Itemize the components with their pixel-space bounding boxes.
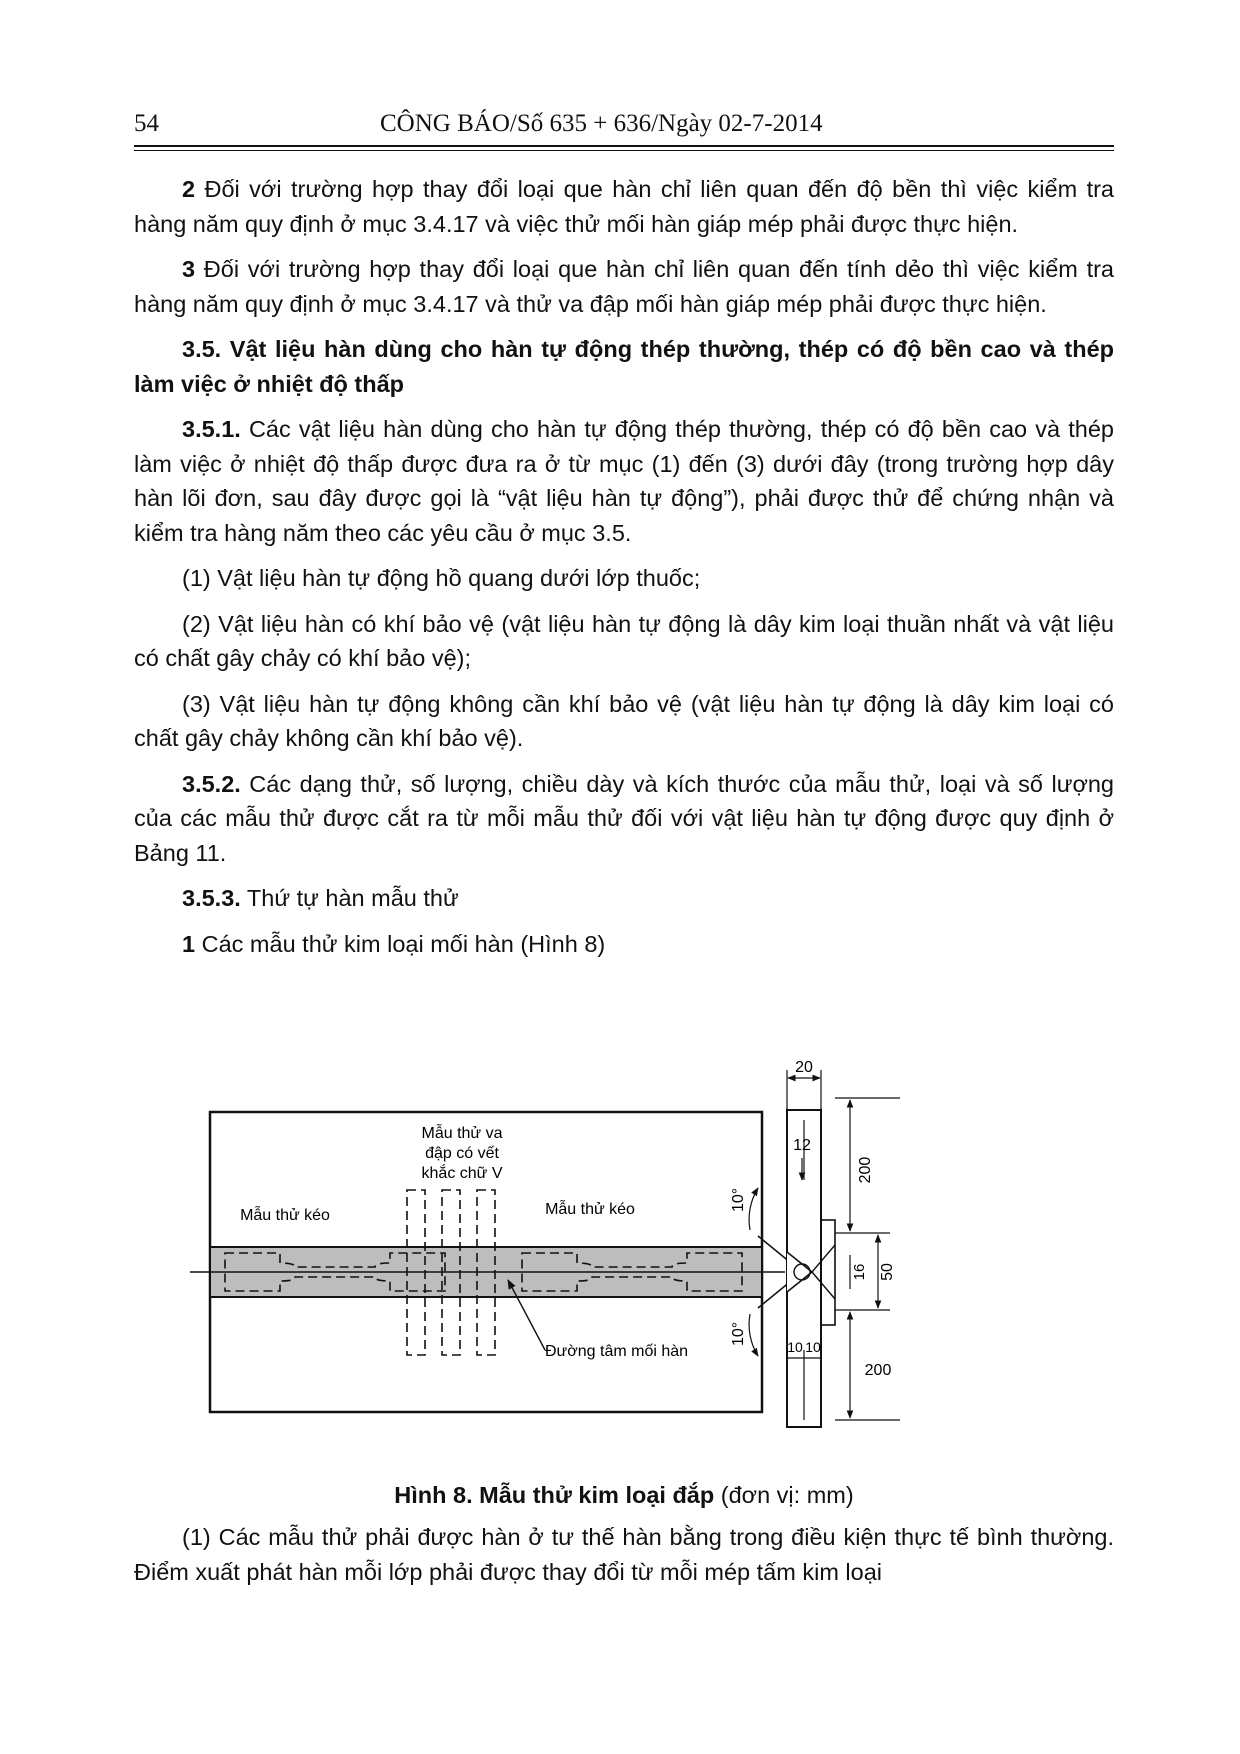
dim-10-left-label: 10 [787, 1339, 803, 1355]
paragraph-body: Các mẫu thử phải được hàn ở tư thế hàn bằng trong điều kiện thực tế bình thường. Điểm xuất phát hàn mỗi lớp phải được thay đổi từ mỗi mép tấm kim loại [134, 1524, 1114, 1585]
label-impact-line2: đập có vết [425, 1145, 499, 1162]
page-number: 54 [134, 110, 159, 137]
paragraph-item-2 [134, 172, 1114, 241]
paragraph-lead: (1) [182, 1524, 211, 1550]
paragraph-body: (2) Vật liệu hàn có khí bảo vệ (vật liệu hàn tự động là dây kim loại thuần nhất và vật liệu có chất gây chảy có khí bảo vệ); [134, 610, 1114, 671]
paragraph-item-3 [134, 252, 1114, 321]
caption-title: Hình 8. Mẫu thử kim loại đắp [394, 1482, 715, 1508]
paragraph-body: Đối với trường hợp thay đổi loại que hàn chỉ liên quan đến độ bền thì việc kiểm tra hàng năm quy định ở mục 3.4.17 và việc thử mối hàn giáp mép phải được thực hiện. [134, 176, 1114, 237]
figure-caption [134, 1482, 1114, 1509]
paragraph-lead: 2 [182, 176, 196, 202]
paragraph-lead: 3 [182, 256, 196, 282]
list-item-3 [134, 687, 1114, 756]
gazette-header-title: CÔNG BÁO/Số 635 + 636/Ngày 02-7-2014 [380, 110, 823, 137]
angle-arc-bottom [749, 1314, 758, 1356]
dim-50-label: 50 [879, 1263, 896, 1281]
angle-label-top: 10° [730, 1187, 747, 1212]
paragraph-body: Các dạng thử, số lượng, chiều dày và kích thước của mẫu thử, loại và số lượng của các mẫu thử được cắt ra từ mỗi mẫu thử đối với vật liệu hàn tự động được quy định ở Bảng 11. [134, 770, 1114, 866]
label-tensile-left: Mẫu thử kéo [240, 1207, 330, 1224]
list-item-1 [134, 561, 1114, 596]
paragraph-sub-1 [134, 1520, 1114, 1589]
angle-label-bottom: 10° [730, 1321, 747, 1346]
dim-12-label: 12 [793, 1137, 811, 1154]
paragraph-body: Các vật liệu hàn dùng cho hàn tự động thép thường, thép có độ bền cao và thép làm việc ở nhiệt độ thấp được đưa ra ở từ mục (1) đến (3) dưới đây (trong trường hợp dây hàn lõi đơn, sau đây được gọi là “vật liệu hàn tự động”), phải được thử để chứng nhận và kiểm tra hàng năm theo các yêu cầu ở mục 3.5. [134, 416, 1114, 546]
dim-16-label: 16 [851, 1263, 868, 1281]
paragraph-lead: 3.5.3. [182, 885, 241, 911]
paragraph-body: (3) Vật liệu hàn tự động không cần khí bảo vệ (vật liệu hàn tự động là dây kim loại có chất gây chảy không cần khí bảo vệ). [134, 690, 1114, 751]
section-heading-text: 3.5. Vật liệu hàn dùng cho hàn tự động thép thường, thép có độ bền cao và thép làm việc ở nhiệt độ thấp [134, 336, 1114, 397]
body-text [134, 172, 1114, 972]
paragraph-body: Các mẫu thử kim loại mối hàn (Hình 8) [195, 930, 606, 957]
label-weld-centerline: Đường tâm mối hàn [545, 1343, 689, 1360]
dim-10-right-label: 10 [805, 1339, 821, 1355]
angle-arc-top [749, 1188, 758, 1230]
paragraph-lead: 3.5.1. [182, 416, 241, 442]
paragraph-body: Thứ tự hàn mẫu thử [240, 885, 459, 911]
paragraph-3-5-2 [134, 767, 1114, 871]
label-tensile-right: Mẫu thử kéo [545, 1201, 635, 1218]
weld-groove-inner [787, 1252, 812, 1292]
label-impact-line1: Mẫu thử va [421, 1125, 503, 1142]
dim-20-label: 20 [795, 1059, 813, 1076]
list-item-2 [134, 607, 1114, 676]
paragraph-3-5-3 [134, 881, 1114, 916]
section-heading-3-5 [134, 332, 1114, 401]
paragraph-lead: 3.5.2. [182, 770, 241, 797]
paragraph-lead: 1 [182, 930, 196, 957]
header-rule-thin [134, 150, 1114, 151]
paragraph-3-5-1 [134, 412, 1114, 550]
dim-200-top-label: 200 [857, 1156, 874, 1184]
weld-test-specimen-drawing [190, 1040, 1120, 1440]
section-view [730, 1059, 900, 1427]
header-rule-thick [134, 145, 1114, 147]
paragraph-item-1 [134, 927, 1114, 962]
dim-200-bottom-label: 200 [864, 1362, 892, 1379]
backing-strip [821, 1220, 835, 1325]
caption-unit: (đơn vị: mm) [714, 1482, 854, 1508]
label-impact-line3: khắc chữ V [421, 1165, 503, 1182]
paragraph-body: Đối với trường hợp thay đổi loại que hàn chỉ liên quan đến tính dẻo thì việc kiểm tra hàng năm quy định ở mục 3.4.17 và thử va đập mối hàn giáp mép phải được thực hiện. [134, 256, 1114, 317]
groove-right-edges [812, 1245, 835, 1299]
tail-text [134, 1520, 1114, 1589]
paragraph-body: (1) Vật liệu hàn tự động hồ quang dưới lớp thuốc; [182, 565, 701, 591]
figure-8-diagram [190, 1040, 1120, 1440]
